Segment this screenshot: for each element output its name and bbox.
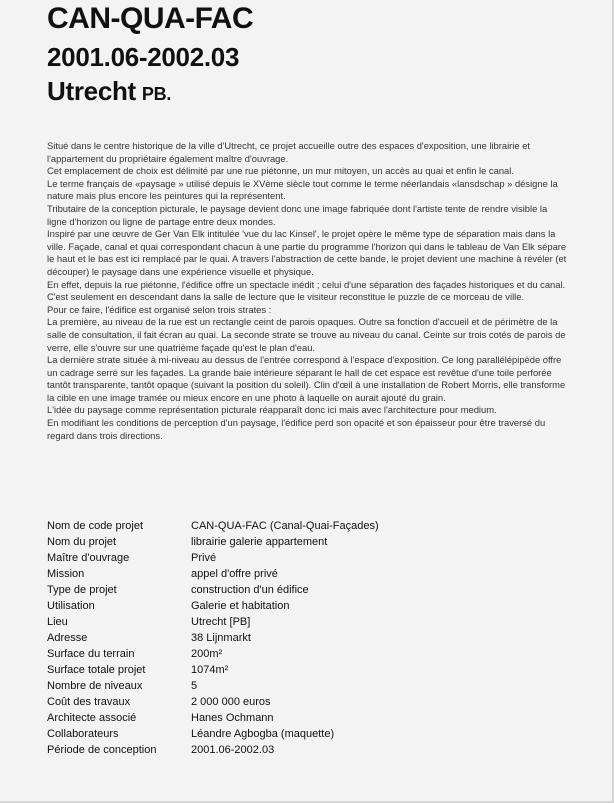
description-paragraph: Tributaire de la conception picturale, le paysage devient donc une image fabriquée dont l'artiste tente de rendre visible la ligne d'horizon ou ligne de partage entre deux mondes. xyxy=(47,202,548,227)
spec-label: Utilisation xyxy=(47,600,95,612)
city-country-code: PB. xyxy=(141,84,172,104)
spec-value: Galerie et habitation xyxy=(191,600,290,612)
spec-value: appel d'offre privé xyxy=(191,568,278,580)
spec-label: Surface du terrain xyxy=(47,648,135,660)
spec-row xyxy=(47,582,379,598)
spec-label: Période de conception xyxy=(47,744,157,756)
spec-row xyxy=(47,646,379,662)
spec-value: Privé xyxy=(191,552,217,564)
spec-row xyxy=(47,566,379,582)
spec-row xyxy=(47,726,379,742)
spec-label: Surface totale projet xyxy=(47,664,146,676)
description-paragraph: Pour ce faire, l'édifice est organisé selon trois strates : xyxy=(47,303,272,315)
spec-row xyxy=(47,630,379,646)
spec-value: Hanes Ochmann xyxy=(191,712,274,724)
spec-value: 1074m² xyxy=(191,664,229,676)
description-paragraph: La dernière strate située à mi-niveau au dessus de l'entrée correspond à l'espace d'exposition. Ce long parallélépipède offre un cadrage serré sur les façades. La grande baie intérieure séparant le hall de cet espace est revêtue d'une toile perforée tantôt transparente, tantôt opaque (suivant la position du soleil). Clin d'œil à une installation de Robert Morris, elle transforme la cible en une image tramée ou mieux encore en une photo à laquelle on aurait ajouté du grain. xyxy=(47,354,566,403)
project-specs-table xyxy=(47,518,379,758)
spec-value: 200m² xyxy=(191,648,223,660)
spec-label: Nombre de niveaux xyxy=(47,680,143,692)
spec-label: Nom du projet xyxy=(47,536,117,548)
project-city xyxy=(47,76,253,109)
spec-label: Type de projet xyxy=(47,584,117,596)
spec-row xyxy=(47,598,379,614)
spec-label: Coût des travaux xyxy=(47,696,131,708)
description-paragraph: Situé dans le centre historique de la ville d'Utrecht, ce projet accueille outre des espaces d'exposition, une librairie et l'appartement du propriétaire également maître d'ouvrage. xyxy=(47,140,531,164)
spec-value: construction d'un édifice xyxy=(191,584,309,596)
description-paragraph: Inspiré par une œuvre de Ger Van Elk intitulée 'vue du lac Kinsel', le projet opère le même type de séparation mais dans la ville. Façade, canal et quai correspondant chacun à une partie du programme l'horizon qui dans le tableau de Van Elk sépare le haut et le bas est ici remplacé par le quai. A travers l'abstraction de cette bande, le projet devient une machine à révéler (et découper) le paysage dans une expérience visuelle et physique. xyxy=(47,228,567,277)
spec-row xyxy=(47,518,379,534)
spec-row xyxy=(47,550,379,566)
spec-row xyxy=(47,534,379,550)
spec-row xyxy=(47,678,379,694)
description-paragraph: Le terme français de «paysage » utilisé depuis le XVème siècle tout comme le terme néerlandais «lansdschap » désigne la nature mais plus encore les peintures qui la représentent. xyxy=(47,177,558,202)
spec-row xyxy=(47,614,379,630)
spec-row xyxy=(47,710,379,726)
spec-label: Lieu xyxy=(47,616,68,628)
description-paragraph: En effet, depuis la rue piétonne, l'édifice offre un spectacle inédit ; celui d'une séparation des façades historiques et du canal. C'est seulement en descendant dans la salle de lecture que le visiteur reconstitue le puzzle de ce morceau de ville. xyxy=(47,278,566,303)
project-code-title: CAN-QUA-FAC xyxy=(47,2,254,35)
description-paragraph: L'idée du paysage comme représentation picturale réapparaît donc ici mais avec l'architecture pour medium. xyxy=(47,404,497,416)
spec-label: Maître d'ouvrage xyxy=(47,552,130,564)
spec-label: Nom de code projet xyxy=(47,520,143,532)
spec-value: 5 xyxy=(191,680,198,692)
spec-label: Mission xyxy=(47,568,85,580)
spec-label: Adresse xyxy=(47,632,88,644)
description-paragraph: En modifiant les conditions de perception d'un paysage, l'édifice perd son opacité et son épaisseur pour être traversé du regard dans trois directions. xyxy=(47,417,546,441)
project-header xyxy=(47,2,253,109)
description-paragraph: La première, au niveau de la rue est un rectangle ceint de parois opaques. Outre sa fonction d'accueil et de périmètre de la salle de consultation, il fait écran au quai. La seconde strate se trouve au niveau du canal. Ceinte sur trois cotés de parois de verre, elle s'ouvre sur une quatrième façade qu'est le plan d'eau. xyxy=(47,316,566,353)
spec-label: Architecte associé xyxy=(47,712,137,724)
city-name: Utrecht xyxy=(47,76,136,106)
spec-row xyxy=(47,662,379,678)
spec-value: librairie galerie appartement xyxy=(191,536,328,548)
spec-label: Collaborateurs xyxy=(47,728,119,740)
project-description xyxy=(47,140,569,442)
spec-row xyxy=(47,742,379,758)
spec-value: Léandre Agbogba (maquette) xyxy=(191,728,335,740)
description-paragraph: Cet emplacement de choix est délimité par une rue piétonne, un mur mitoyen, un accès au quai et enfin le canal. xyxy=(47,165,514,177)
spec-value: CAN-QUA-FAC (Canal-Quai-Façades) xyxy=(191,520,379,532)
spec-value: 38 Lijnmarkt xyxy=(191,632,251,644)
spec-value: 2 000 000 euros xyxy=(191,696,271,708)
spec-row xyxy=(47,694,379,710)
spec-value: 2001.06-2002.03 xyxy=(191,744,275,756)
project-dates: 2001.06-2002.03 xyxy=(47,42,240,72)
spec-value: Utrecht [PB] xyxy=(191,616,251,628)
